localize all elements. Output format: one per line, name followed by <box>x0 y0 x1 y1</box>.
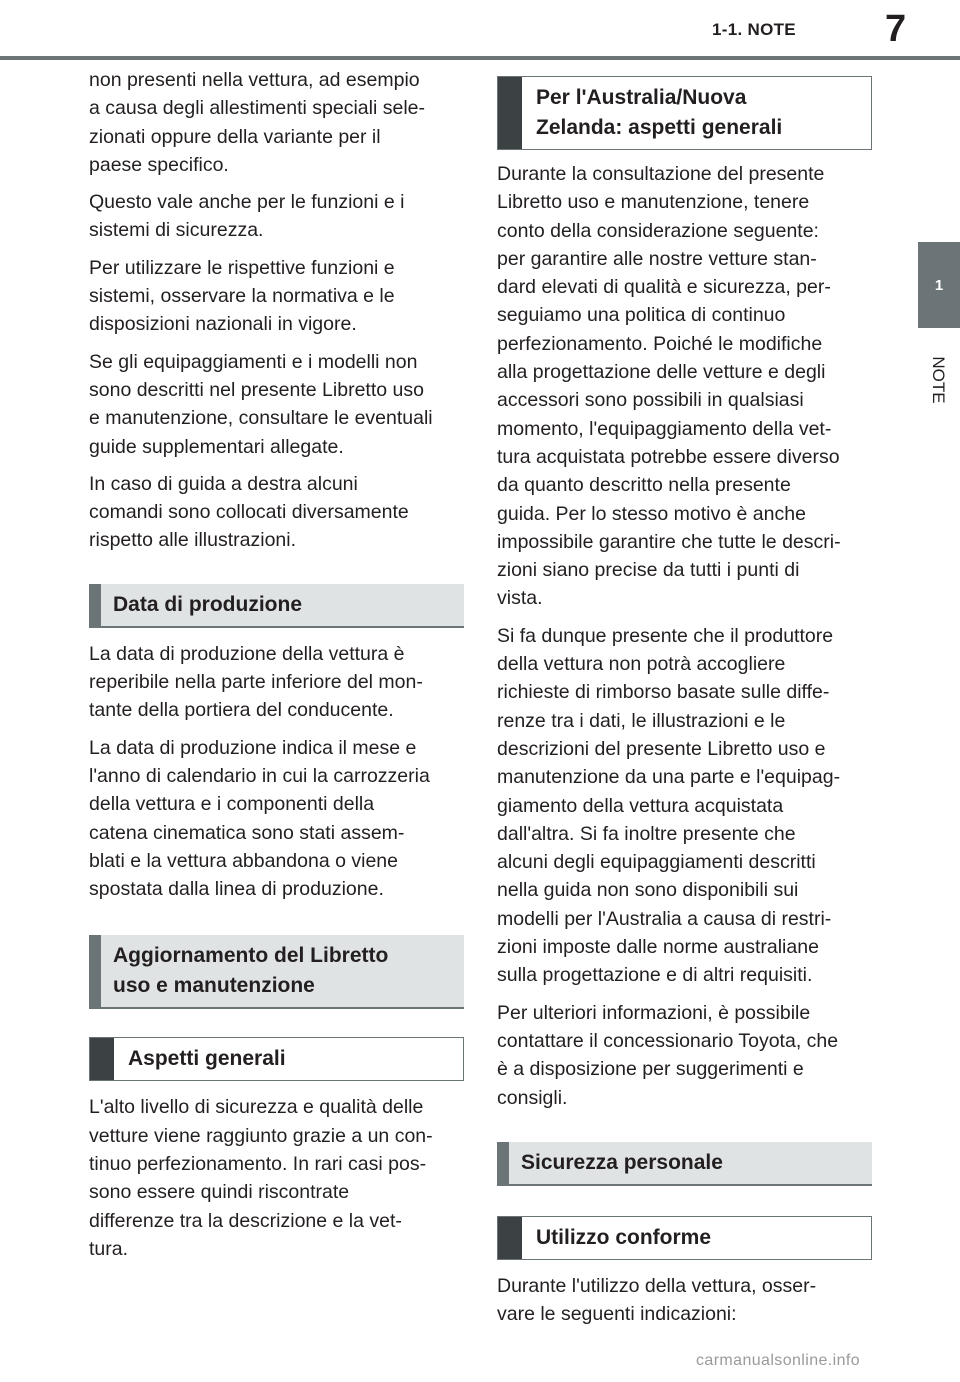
header-divider <box>0 56 960 60</box>
paragraph: La data di produzione indica il mese e l'anno di calendario in cui la carrozzeria della vettura e i componenti della catena cinematica sono stati assem- blati e la vettura abbandona o viene spostata dalla linea di produzione. <box>89 736 430 901</box>
subheading-australia-new-zealand <box>497 76 872 150</box>
paragraph: Durante l'utilizzo della vettura, osser- vare le seguenti indicazioni: <box>497 1274 817 1326</box>
heading-text: Data di produzione <box>113 592 302 616</box>
right-column <box>497 76 872 1337</box>
section-heading-production-date <box>89 584 464 628</box>
paragraph: In caso di guida a destra alcuni comandi sono collocati diversamente rispetto alle illustrazioni. <box>89 472 409 552</box>
heading-bar <box>89 935 101 1007</box>
heading-text: Sicurezza personale <box>521 1150 723 1174</box>
section-heading-personal-safety <box>497 1142 872 1186</box>
section-title: 1-1. NOTE <box>712 20 796 39</box>
subheading-bar <box>90 1038 114 1080</box>
section-heading-manual-update <box>89 935 464 1009</box>
heading-text: Aggiornamento del Libretto uso e manutenzione <box>113 944 389 998</box>
subheading-general-aspects <box>89 1037 464 1081</box>
paragraph: Durante la consultazione del presente Libretto uso e manutenzione, tenere conto della considerazione seguente: per garantire alle nostre vetture stan- dard elevati di qualità e sicurezza, per- seguiamo una politica di continuo perfezionamento. Poiché le modifiche alla progettazione delle vetture e degli accessori sono possibili in qualsiasi momento, l'equipaggiamento della vet- tura acquistata potrebbe essere diverso da quanto descritto nella presente guida. Per lo stesso motivo è anche impossibile garantire che tutte le descri- zioni siano precise da tutti i punti di vista. <box>497 163 841 610</box>
subheading-bar <box>498 77 522 149</box>
paragraph: L'alto livello di sicurezza e qualità delle vetture viene raggiunto grazie a un con- tinuo perfezionamento. In rari casi pos- sono essere quindi riscontrate differenze tra la descrizione e la vet- tura. <box>89 1096 433 1260</box>
left-column <box>89 66 464 1272</box>
subheading-text: Per l'Australia/Nuova Zelanda: aspetti generali <box>536 86 783 139</box>
heading-bar <box>89 584 101 626</box>
paragraph: Per utilizzare le rispettive funzioni e sistemi, osservare la normativa e le disposizioni nazionali in vigore. <box>89 256 395 336</box>
paragraph: Se gli equipaggiamenti e i modelli non sono descritti nel presente Libretto uso e manutenzione, consultare le eventuali guide supplementari allegate. <box>89 350 433 458</box>
subheading-text: Aspetti generali <box>128 1047 286 1071</box>
paragraph: Questo vale anche per le funzioni e i sistemi di sicurezza. <box>89 191 405 242</box>
paragraph: La data di produzione della vettura è reperibile nella parte inferiore del mon- tante della portiera del conducente. <box>89 642 423 722</box>
subheading-proper-use <box>497 1216 872 1260</box>
subheading-bar <box>498 1217 522 1259</box>
heading-bar <box>497 1142 509 1184</box>
paragraph: non presenti nella vettura, ad esempio a causa degli allestimenti speciali sele- zionati oppure della variante per il paese specifico. <box>89 69 426 176</box>
page-number: 7 <box>885 8 907 50</box>
watermark: carmanualsonline.info <box>696 1352 861 1369</box>
paragraph: Per ulteriori informazioni, è possibile contattare il concessionario Toyota, che è a disposizione per suggerimenti e consigli. <box>497 1001 839 1109</box>
subheading-text: Utilizzo conforme <box>536 1225 712 1249</box>
chapter-tab-number: 1 <box>934 276 944 294</box>
paragraph: Si fa dunque presente che il produttore della vettura non potrà accogliere richieste di rimborso basate sulle diffe- renze tra i dati, le illustrazioni e le descrizioni del presente Libretto uso e manutenzione da una parte e l'equipag- giamento della vettura acquistata dall'altra. Si fa inoltre presente che alcuni degli equipaggiamenti descritti nella guida non sono disponibili sui modelli per l'Australia a causa di restri- zioni imposte dalle norme australiane sulla progettazione e di altri requisiti. <box>497 624 841 987</box>
chapter-tab <box>918 242 960 328</box>
chapter-tab-label: NOTE <box>929 356 948 404</box>
